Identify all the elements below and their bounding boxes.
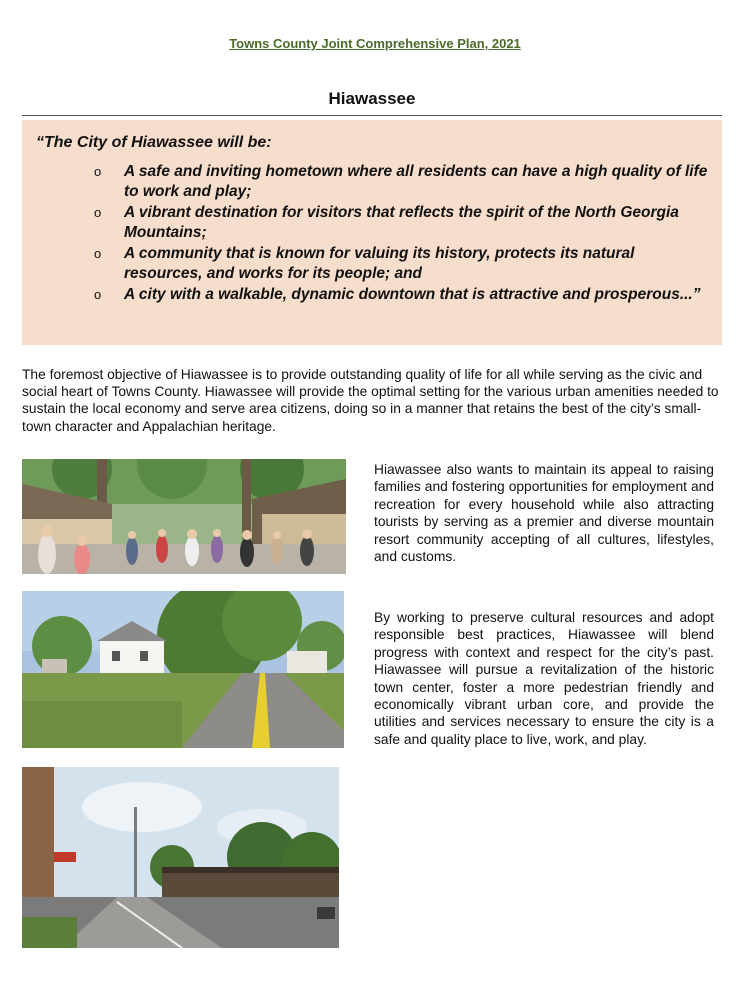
vision-item bbox=[94, 162, 708, 202]
bullet-icon: o bbox=[94, 287, 102, 302]
vision-item-text: A city with a walkable, dynamic downtown that is attractive and prosperous...” bbox=[124, 286, 701, 303]
vision-statement-box bbox=[22, 120, 722, 345]
vision-item bbox=[94, 244, 708, 284]
bullet-icon: o bbox=[94, 246, 102, 261]
vision-item-text: A community that is known for valuing its history, protects its natural resources, and works for its people; and bbox=[124, 245, 635, 282]
vision-item-text: A safe and inviting hometown where all residents can have a high quality of life to work and play; bbox=[124, 163, 708, 200]
right-paragraph-1: Hiawassee also wants to maintain its appeal to raising families and fostering opportunities for employment and recreation for every household while also attracting tourists by serving as a premier and diverse mountain resort community accepting of all cultures, lifestyles, and customs. bbox=[374, 462, 714, 565]
section-title: Hiawassee bbox=[22, 89, 722, 116]
bullet-icon: o bbox=[94, 205, 102, 220]
vision-item-text: A vibrant destination for visitors that reflects the spirit of the North Georgia Mountains; bbox=[124, 204, 679, 241]
photo-downtown-street bbox=[22, 767, 339, 948]
document-header: Towns County Joint Comprehensive Plan, 2021 bbox=[229, 36, 521, 51]
vision-list bbox=[36, 162, 708, 305]
vision-lead: “The City of Hiawassee will be: bbox=[36, 134, 272, 151]
intro-paragraph: The foremost objective of Hiawassee is to provide outstanding quality of life for all while serving as the civic and social heart of Towns County. Hiawassee will provide the optimal setting for the various urban amenities needed to sustain the local economy and serve area citizens, doing so in a manner that retains the best of the city’s small-town character and Appalachian heritage. bbox=[22, 367, 719, 434]
right-paragraph-2: By working to preserve cultural resources and adopt responsible best practices, Hiawassee will blend progress with context and respect for the city’s past. Hiawassee will pursue a revitalization of the historic town center, foster a more pedestrian friendly and economically vibrant urban core, and provide the utilities and services necessary to ensure the city is a safe and quality place to live, work, and play. bbox=[374, 610, 714, 747]
photo-house-road bbox=[22, 591, 344, 748]
photo-street-market bbox=[22, 459, 346, 574]
bullet-icon: o bbox=[94, 164, 102, 179]
vision-item bbox=[94, 203, 708, 243]
vision-item bbox=[94, 285, 708, 305]
